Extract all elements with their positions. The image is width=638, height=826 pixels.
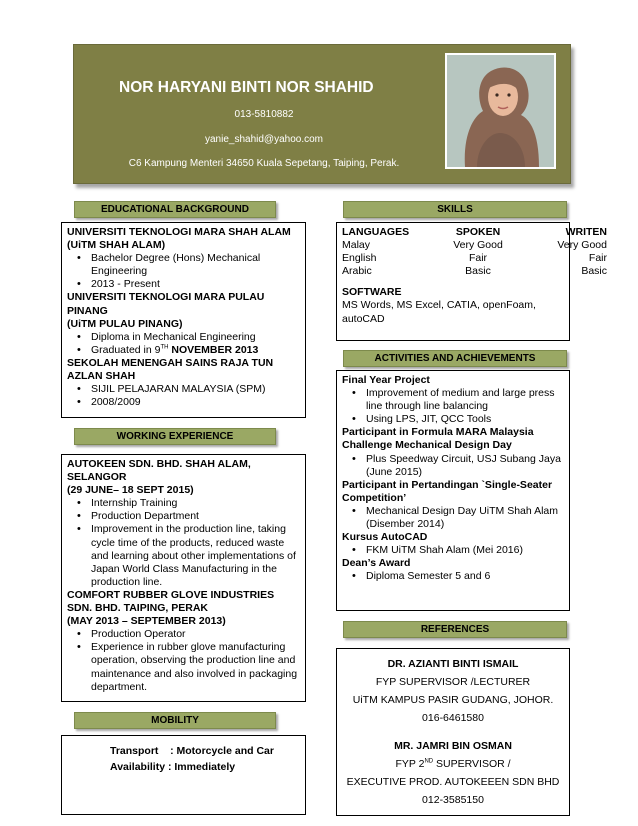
list-item: • Bachelor Degree (Hons) Mechanical Engineering — [67, 252, 300, 278]
uni2-subtitle: (UiTM PULAU PINANG) — [67, 317, 183, 330]
uni1-title: UNIVERSITI TEKNOLOGI MARA SHAH ALAM — [67, 226, 291, 238]
list-item: • Experience in rubber glove manufacturing operation, observing the production line and maintenance and also involved in packaging department. — [67, 641, 300, 693]
graduated-text: Graduated in 9 — [91, 343, 161, 356]
table-cell: Fair — [468, 252, 488, 265]
availability-line: Availability : Immediately — [110, 761, 236, 774]
graduated-date: NOVEMBER 2013 — [168, 343, 259, 356]
ref2-role-post: SUPERVISOR / — [433, 758, 511, 770]
email-address: yanie_shahid@yahoo.com — [204, 134, 323, 145]
list-item: • Diploma Semester 5 and 6 — [342, 570, 564, 583]
list-item: • 2013 - Present — [67, 278, 300, 291]
list-item: • Plus Speedway Circuit, USJ Subang Jaya (June 2015) — [342, 453, 564, 479]
fyp-title: Final Year Project — [342, 374, 430, 386]
uni1-subtitle: (UiTM SHAH ALAM) — [67, 239, 166, 252]
autocad-title: Kursus AutoCAD — [342, 531, 428, 544]
list-item: • Improvement in the production line, taking cycle time of the products, reduced waste and learning about other implementations of Japan World Class Manufacturing in the production line. — [67, 523, 300, 588]
transport-line: Transport : Motorcycle and Car — [110, 745, 274, 757]
job1-title: AUTOKEEN SDN. BHD. SHAH ALAM, SELANGOR — [67, 458, 251, 484]
list-item: • SIJIL PELAJARAN MALAYSIA (SPM) — [67, 383, 300, 396]
heading-mobility: MOBILITY — [74, 712, 276, 729]
table-header: LANGUAGES — [342, 226, 410, 238]
list-item: • Using LPS, JIT, QCC Tools — [342, 413, 564, 426]
formula-title: Participant in Formula MARA Malaysia Challenge Mechanical Design Day — [342, 426, 534, 452]
candidate-name: NOR HARYANI BINTI NOR SHAHID — [119, 79, 374, 96]
ref1-org: UiTM KAMPUS PASIR GUDANG, JOHOR. — [352, 694, 554, 706]
ref2-name: MR. JAMRI BIN OSMAN — [394, 740, 512, 752]
work-box — [61, 454, 306, 702]
uni2-title: UNIVERSITI TEKNOLOGI MARA PULAU PINANG — [67, 291, 265, 317]
job1-period: (29 JUNE– 18 SEPT 2015) — [67, 484, 194, 497]
references-box — [336, 648, 570, 816]
heading-skills: SKILLS — [343, 201, 567, 218]
list-item: • Diploma in Mechanical Engineering — [67, 331, 300, 344]
table-cell: Arabic — [342, 265, 372, 278]
list-item: • Internship Training — [67, 497, 300, 510]
heading-references: REFERENCES — [343, 621, 567, 638]
heading-activities: ACTIVITIES AND ACHIEVEMENTS — [343, 350, 567, 367]
education-box — [61, 222, 306, 418]
job2-title: COMFORT RUBBER GLOVE INDUSTRIES SDN. BHD. TAIPING, PERAK — [67, 588, 275, 615]
list-item: • 2008/2009 — [67, 396, 300, 409]
table-cell: Basic — [581, 265, 607, 278]
school-title: SEKOLAH MENENGAH SAINS RAJA TUN AZLAN SHAH — [67, 356, 274, 383]
list-item: • Mechanical Design Day UiTM Shah Alam (Disember 2014) — [342, 505, 564, 531]
ref1-phone: 016-6461580 — [422, 712, 484, 724]
list-item — [67, 344, 300, 357]
ref2-role-pre: FYP 2 — [395, 758, 425, 770]
heading-education: EDUCATIONAL BACKGROUND — [74, 201, 276, 218]
skills-box — [336, 222, 607, 341]
table-cell: Very Good — [453, 239, 503, 252]
superscript: ND — [424, 758, 434, 765]
phone-number: 013-5810882 — [234, 109, 294, 120]
table-cell: Very Good — [557, 239, 607, 252]
table-header: WRITEN — [565, 226, 607, 238]
software-list: MS Words, MS Excel, CATIA, openFoam, autoCAD — [342, 299, 536, 325]
list-item: • Improvement of medium and large press line through line balancing — [342, 387, 564, 413]
list-item: • Production Operator — [67, 628, 300, 641]
single-seater-title: Participant in Pertandingan `Single-Seater Competition’ — [342, 478, 553, 504]
table-cell: English — [342, 252, 377, 265]
table-cell: Basic — [465, 265, 491, 278]
list-item: • FKM UiTM Shah Alam (Mei 2016) — [342, 544, 564, 557]
table-header: SPOKEN — [455, 226, 501, 238]
software-title: SOFTWARE — [342, 286, 402, 299]
table-cell: Fair — [588, 252, 607, 265]
profile-photo — [445, 53, 556, 169]
ref2-org: EXECUTIVE PROD. AUTOKEEEN SDN BHD — [346, 776, 560, 788]
home-address: C6 Kampung Menteri 34650 Kuala Sepetang, Taiping, Perak. — [128, 158, 400, 169]
job2-period: (MAY 2013 – SEPTEMBER 2013) — [67, 615, 226, 628]
ref1-role: FYP SUPERVISOR /LECTURER — [375, 676, 531, 688]
ref1-name: DR. AZIANTI BINTI ISMAIL — [387, 658, 519, 670]
ref2-phone: 012-3585150 — [422, 794, 484, 806]
heading-work: WORKING EXPERIENCE — [74, 428, 276, 445]
superscript: TH — [160, 344, 169, 351]
mobility-box — [61, 735, 306, 815]
ref2-role — [342, 755, 564, 773]
language-table — [342, 226, 607, 278]
activities-box — [336, 370, 570, 611]
deans-award-title: Dean’s Award — [342, 557, 411, 570]
list-item: • Production Department — [67, 510, 300, 523]
table-cell: Malay — [342, 239, 371, 252]
